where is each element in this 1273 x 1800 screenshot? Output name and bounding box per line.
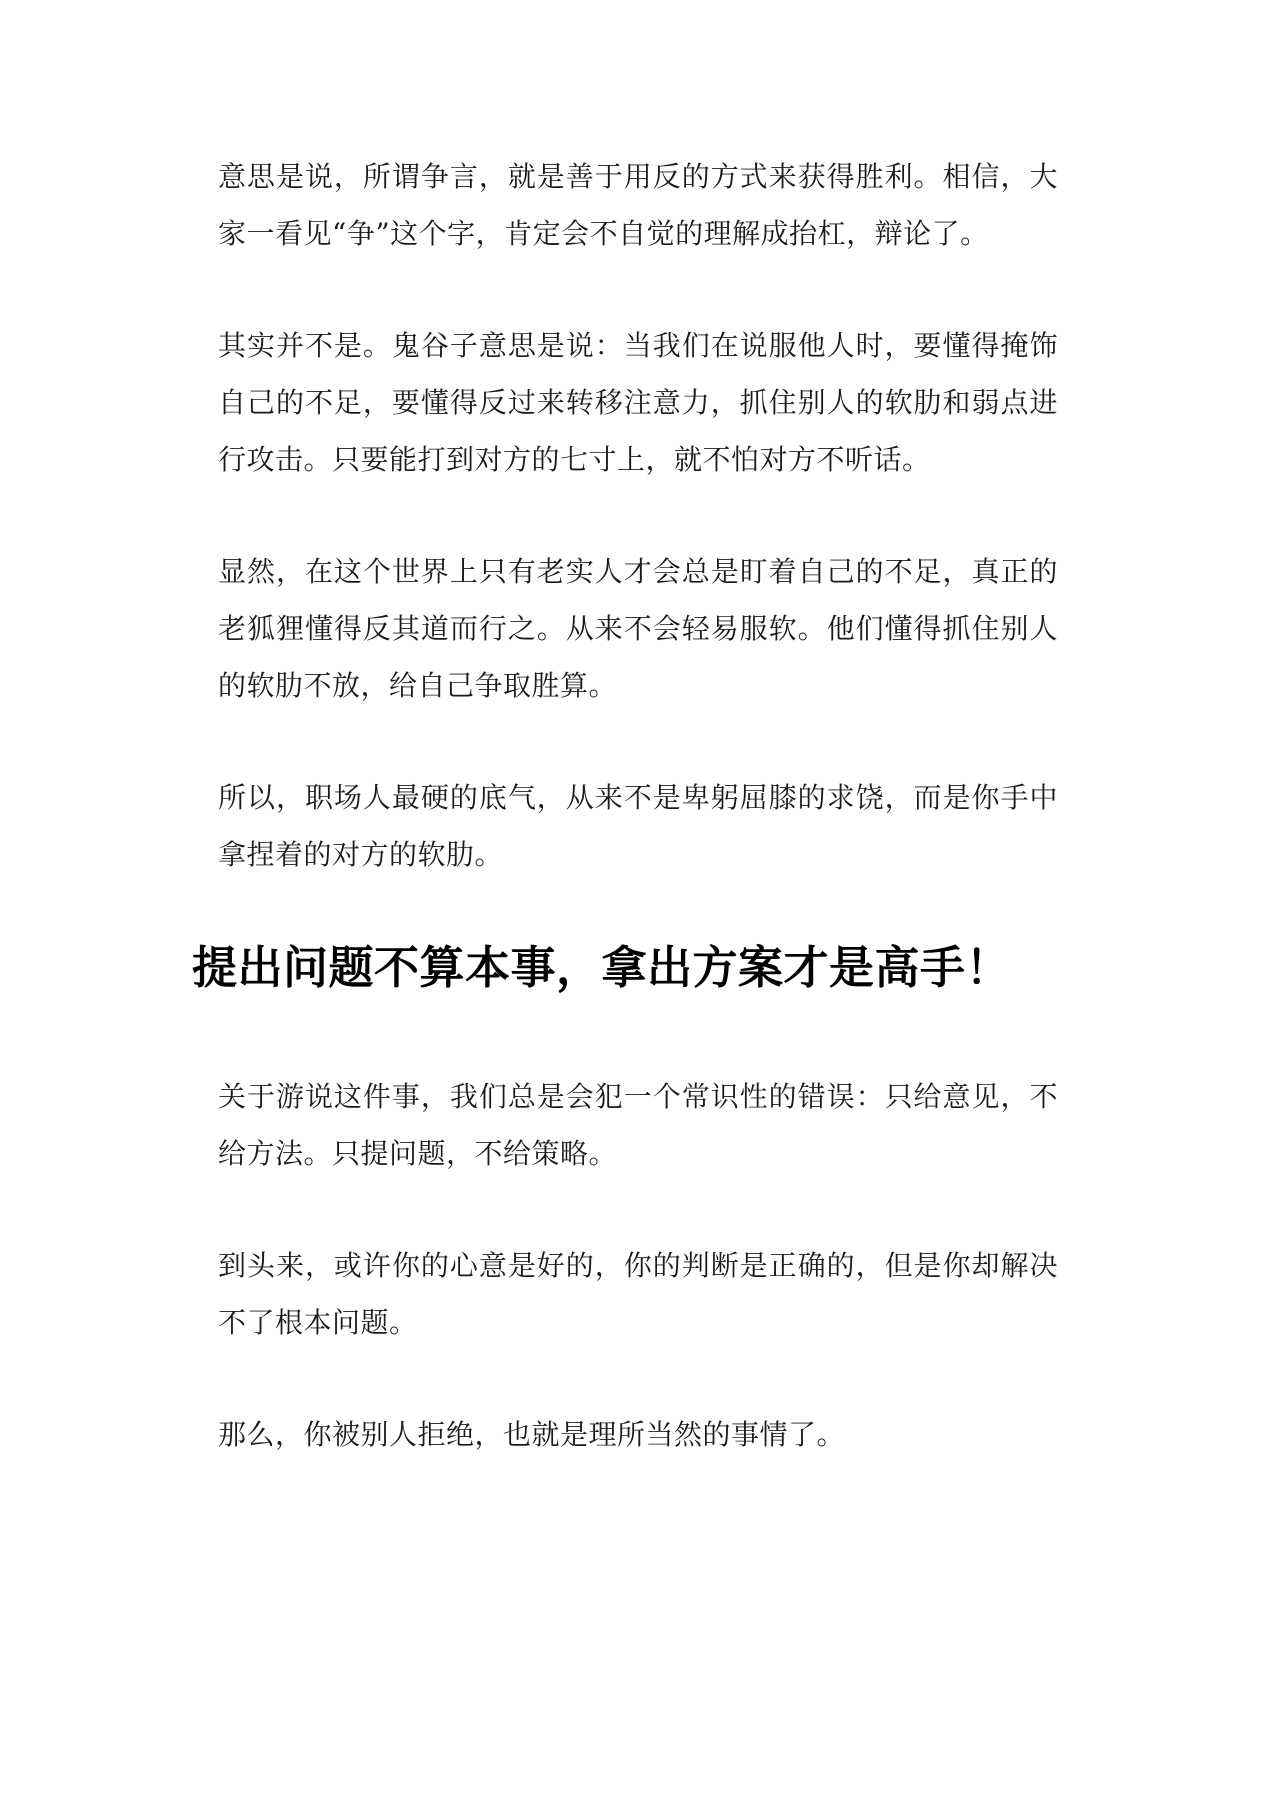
- paragraph: 意思是说，所谓争言，就是善于用反的方式来获得胜利。相信，大家一看见“争”这个字，肯定会不自觉的理解成抬杠，辩论了。: [218, 160, 1058, 250]
- paragraph: 到头来，或许你的心意是好的，你的判断是正确的，但是你却解决不了根本问题。: [218, 1249, 1058, 1339]
- paragraph: 关于游说这件事，我们总是会犯一个常识性的错误：只给意见，不给方法。只提问题，不给策略。: [218, 1080, 1058, 1170]
- paragraph: 所以，职场人最硬的底气，从来不是卑躬屈膝的求饶，而是你手中拿捏着的对方的软肋。: [218, 781, 1058, 871]
- section-heading: 提出问题不算本事，拿出方案才是高手！: [192, 941, 1012, 994]
- paragraph: 其实并不是。鬼谷子意思是说：当我们在说服他人时，要懂得掩饰自己的不足，要懂得反过来转移注意力，抓住别人的软肋和弱点进行攻击。只要能打到对方的七寸上，就不怕对方不听话。: [218, 329, 1058, 476]
- paragraph: 那么，你被别人拒绝，也就是理所当然的事情了。: [218, 1418, 846, 1451]
- paragraph: 显然，在这个世界上只有老实人才会总是盯着自己的不足，真正的老狐狸懂得反其道而行之。从来不会轻易服软。他们懂得抓住别人的软肋不放，给自己争取胜算。: [218, 555, 1058, 702]
- article-body: [192, 148, 1058, 1518]
